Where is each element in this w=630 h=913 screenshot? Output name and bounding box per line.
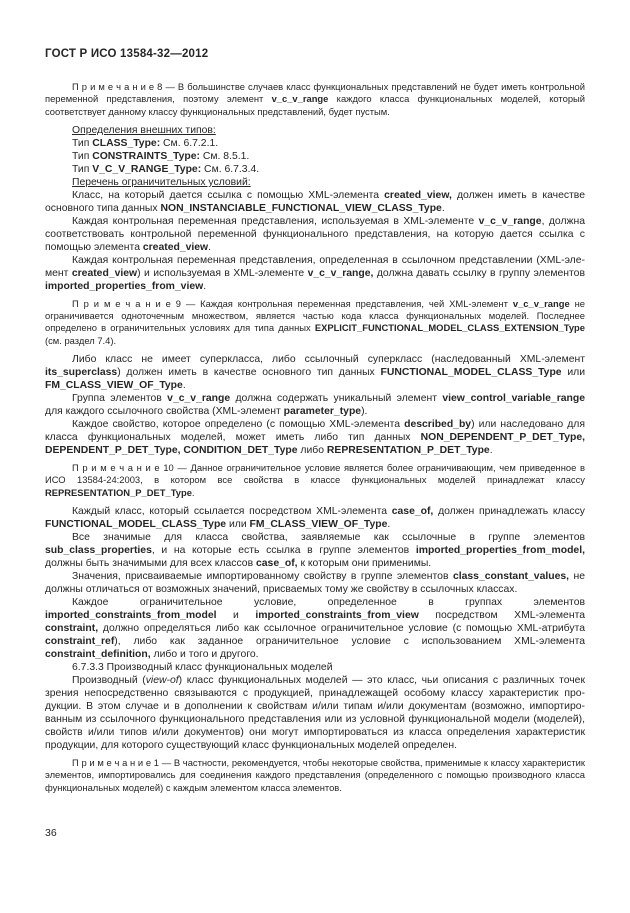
code-term: imported_constraints_from_model	[45, 609, 217, 621]
type-class	[45, 137, 585, 150]
text-run: к которым они применимы.	[297, 557, 432, 569]
note-1	[45, 757, 585, 794]
note-8	[45, 81, 585, 118]
code-term: its_superclass	[45, 367, 118, 379]
code-term: NON_INSTANCIABLE_FUNCTIONAL_VIEW_CLASS_Type	[160, 202, 442, 214]
text-run: должны быть значимыми для всех классов	[45, 557, 256, 569]
code-term: class_constant_values,	[452, 570, 570, 582]
text-run: Тип	[72, 150, 93, 162]
text-run: посредством XML-элемента	[418, 609, 586, 621]
text-run: Группа элементов	[72, 393, 168, 405]
text-run: См. 6.7.2.1.	[160, 137, 219, 149]
underlined-text: Определения внешних типов:	[72, 124, 216, 136]
code-term: REPRESENTATION_P_DET_Type	[45, 486, 192, 498]
code-term: described_by	[404, 419, 472, 431]
code-term: constraint_definition,	[45, 648, 151, 660]
code-term: imported_properties_from_view	[45, 280, 204, 292]
text-run: Каждое ограничительное условие, определенное в группах элементов	[72, 596, 585, 608]
text-run: .	[208, 241, 212, 253]
text-run: .	[203, 280, 207, 292]
text-run: Каждая контрольная переменная представления, используемая в XML-элементе	[72, 215, 479, 227]
text-run: См. 6.7.3.4.	[201, 163, 260, 175]
document-header: ГОСТ Р ИСО 13584-32—2012	[45, 48, 209, 60]
code-term: imported_constraints_from_view	[255, 609, 419, 621]
constraints-list-heading	[45, 176, 585, 189]
text-run: См. 8.5.1.	[199, 150, 250, 162]
code-term: REPRESENTATION_P_DET_Type	[326, 445, 490, 457]
text-run: ) и используемая в XML-элементе	[137, 267, 308, 279]
code-term: EXPLICIT_FUNCTIONAL_MODEL_CLASS_EXTENSION_Type	[314, 322, 585, 334]
note-10	[45, 462, 585, 499]
code-term: created_view	[71, 267, 138, 279]
code-term: v_c_v_range,	[307, 267, 374, 279]
code-term: parameter_type	[283, 406, 362, 418]
text-run: Тип	[72, 137, 93, 149]
text-run: не должны отличаться от возможных значений, присваемых тому же свойству в ссылочных классах.	[45, 570, 585, 595]
section-6-7-3-3-heading	[45, 661, 585, 674]
text-run: , и на которые есть ссылка в группе элементов	[151, 544, 416, 556]
text-run: либо	[297, 445, 327, 457]
external-types-heading	[45, 124, 585, 137]
text-run: Либо класс не имеет суперкласса, либо ссылочный суперкласс (наследованный XML-элемент	[72, 354, 585, 366]
code-term: CONSTRAINTS_Type:	[92, 150, 200, 162]
code-term: imported_properties_from_model,	[415, 544, 585, 556]
text-run: 6.7.3.3 Производный класс функциональных моделей	[72, 661, 333, 673]
constraint-property-types	[45, 418, 585, 457]
text-run: Производный (	[72, 674, 146, 686]
text-run: П р и м е ч а н и е 8 — В большинстве случаев класс функциональных представлений не будет иметь контрольной переменной представления, поэтому элемент	[45, 81, 585, 105]
derived-class-description	[45, 674, 585, 752]
constraint-sub-class-properties	[45, 531, 585, 570]
type-constraints	[45, 150, 585, 163]
code-term: FUNCTIONAL_MODEL_CLASS_Type	[45, 518, 227, 530]
text-run: П р и м е ч а н и е 10 — Данное ограничительное условие является более ограничивающим, чем приведенное в ИСО 13584-24:2003, в котором все свойства в классе функциональных моделей принадлежат классу	[45, 462, 585, 486]
text-run: П р и м е ч а н и е 9 — Каждая контрольная переменная представления, чей XML-элемент	[72, 297, 513, 309]
code-term: V_C_V_RANGE_Type:	[92, 163, 202, 175]
text-run: , должна соответствовать контрольной переменной функционального представления, на которую дается ссылка с помощью элемента	[45, 215, 585, 253]
text-run: или	[226, 518, 250, 530]
text-run: Все значимые для класса свойства, заявляемые как ссылочные в группе элементов	[72, 531, 585, 543]
code-term: case_of,	[391, 505, 434, 517]
text-run: ).	[361, 406, 368, 418]
code-term: v_c_v_range	[271, 93, 329, 105]
code-term: FM_CLASS_VIEW_OF_Type	[45, 380, 183, 392]
text-run: каждого класса функциональных моделей, который соответствует данному классу функциональных представлений, будет пустым.	[45, 93, 586, 117]
code-term: created_view,	[384, 189, 452, 201]
note-9	[45, 298, 585, 347]
code-term: created_view	[142, 241, 209, 253]
code-term: FM_CLASS_VIEW_OF_Type	[249, 518, 388, 530]
code-term: v_c_v_range	[167, 393, 231, 405]
document-body	[45, 81, 585, 794]
underlined-text: Перечень ограничительных условий:	[72, 176, 251, 188]
text-run: должна давать ссылку в группу элементов	[373, 267, 585, 279]
code-term: NON_DEPENDENT_P_DET_Type, DEPENDENT_P_DET_Type, CONDITION_DET_Type	[45, 432, 585, 457]
code-term: constraint_ref	[45, 635, 115, 647]
text-run: ) должен иметь в качестве основного тип данных	[117, 367, 381, 379]
text-run: не ограничивается одноточечным множеством, является частью кода класса функциональных моделей. Последнее определено в ограничительных условиях для типа данных	[45, 297, 585, 334]
text-run: (см. раздел 7.4).	[45, 334, 117, 346]
text-run: должно определяться либо как ссылочное ограничительное условие (с помощью XML-атрибута	[98, 622, 585, 634]
type-vcvrange	[45, 163, 585, 176]
text-run: Класс, на который дается ссылка с помощью XML-элемента	[72, 189, 385, 201]
text-run: Значения, присваиваемые импортированному свойству в группе элементов	[72, 570, 453, 582]
text-run: Каждая контрольная переменная представления, определенная в ссылочном представлении (XML-элемент	[45, 254, 585, 279]
text-run: .	[441, 202, 445, 214]
text-run: ) или наследовано для класса функциональных моделей, может иметь либо тип данных	[45, 419, 585, 444]
text-run: .	[182, 380, 186, 392]
constraint-superclass	[45, 353, 585, 392]
text-run: или	[561, 367, 586, 379]
code-term: case_of,	[255, 557, 298, 569]
text-run: view-of	[145, 674, 179, 686]
constraint-class-constant-values	[45, 570, 585, 596]
code-term: view_control_variable_range	[442, 393, 585, 405]
page-content	[45, 48, 585, 800]
text-run: Каждое свойство, которое определено (с помощью XML-элемента	[72, 419, 405, 431]
text-run: .	[191, 486, 195, 498]
text-run: .	[387, 518, 391, 530]
code-term: CLASS_Type:	[92, 137, 161, 149]
text-run: Тип	[72, 163, 93, 175]
constraint-vcv-group	[45, 392, 585, 418]
text-run: либо и того и другого.	[150, 648, 259, 660]
text-run: ), либо как заданное ограничительное условие с использованием XML-элемента	[114, 635, 585, 647]
text-run: .	[489, 445, 493, 457]
code-term: sub_class_properties	[45, 544, 152, 556]
code-term: v_c_v_range	[478, 215, 542, 227]
text-run: для каждого ссылочного свойства (XML-элемент	[45, 406, 284, 418]
text-run: П р и м е ч а н и е 1 — В частности, рекомендуется, чтобы некоторые свойства, применимые к классу характеристик элементов, импортировались для соединения каждого представления (определенного с помощью производного класса функциональных моделей) с каждым элементом класса элементов.	[45, 756, 585, 793]
text-run: и	[216, 609, 256, 621]
constraint-control-variable	[45, 215, 585, 254]
text-run: ) класс функциональных моделей — это класс, чьи описания с различных точек зрения непосредственно связываются с продукцией, принадлежащей особому классу характеристик продукции. В этом случае и в дополнении к свойствам и/или типам и/или документам (возможно, импортированным из ссылочного функционального представления или из условной функциональной модели (моделей), свойств и/или типов и/или документов) они могут импортироваться из класса определения характеристик продукции, для которого существующий класс функциональных моделей определен.	[45, 674, 585, 751]
text-run: должен иметь в качестве основного типа данных	[45, 189, 585, 214]
code-term: constraint,	[45, 622, 99, 634]
constraint-imported-constraints	[45, 596, 585, 661]
code-term: FUNCTIONAL_MODEL_CLASS_Type	[380, 367, 562, 379]
text-run: Каждый класс, который ссылается посредством XML-элемента	[72, 505, 392, 517]
code-term: v_c_v_range	[512, 297, 570, 309]
constraint-imported-properties	[45, 254, 585, 293]
constraint-case-of	[45, 505, 585, 531]
text-run: должен принадлежать классу	[433, 505, 585, 517]
page-number: 36	[45, 827, 57, 839]
text-run: должна содержать уникальный элемент	[230, 393, 443, 405]
constraint-created-view	[45, 189, 585, 215]
